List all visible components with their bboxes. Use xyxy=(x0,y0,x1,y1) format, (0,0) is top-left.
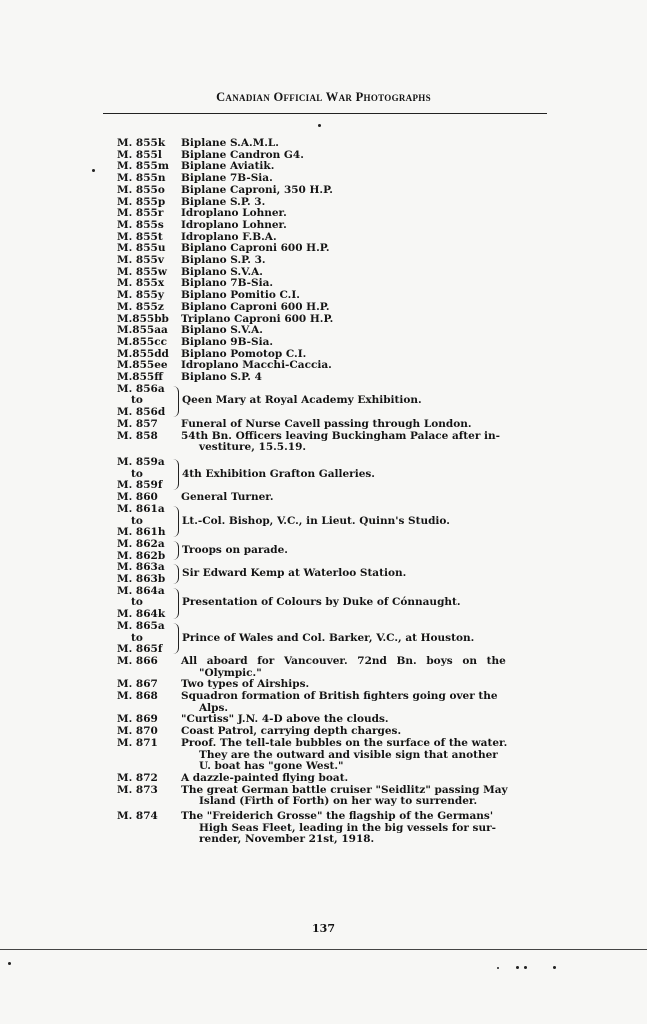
photo-code: M. 855n xyxy=(117,172,166,185)
list-item xyxy=(117,185,562,197)
photo-caption: Lt.-Col. Bishop, V.C., in Lieut. Quinn's Studio. xyxy=(182,514,450,527)
photo-caption: A dazzle-painted flying boat. xyxy=(181,771,349,784)
range-end-code: M. 865f xyxy=(117,643,163,656)
photo-code: M.855dd xyxy=(117,347,169,360)
photo-code: M. 855r xyxy=(117,207,164,220)
list-item xyxy=(117,656,562,668)
bracketed-entry xyxy=(117,539,562,562)
photo-code: M.855cc xyxy=(117,335,167,348)
ink-speck xyxy=(516,966,519,969)
brace xyxy=(173,588,179,619)
code-range xyxy=(117,457,173,492)
photo-caption: Funeral of Nurse Cavell passing through London. xyxy=(181,417,472,430)
photo-code: M.855ee xyxy=(117,359,168,372)
photo-caption: "Curtiss" J.N. 4-D above the clouds. xyxy=(181,713,389,726)
photo-code: M. 866 xyxy=(117,654,158,667)
list-item xyxy=(117,255,562,267)
photo-code: M. 860 xyxy=(117,491,158,504)
list-item xyxy=(117,431,562,443)
ink-speck xyxy=(497,967,499,969)
photo-caption: Idroplano Lohner. xyxy=(181,218,287,231)
photo-code: M. 873 xyxy=(117,783,158,796)
photo-caption: General Turner. xyxy=(181,491,274,504)
brace xyxy=(173,459,179,490)
ink-speck xyxy=(8,962,11,965)
photo-caption: Idroplano F.B.A. xyxy=(181,230,277,243)
photo-code: M. 855s xyxy=(117,218,164,231)
photo-code: M. 874 xyxy=(117,810,158,823)
range-end-code: M. 862b xyxy=(117,549,166,562)
header-rule xyxy=(103,113,547,114)
photo-caption: Biplano Pomitio C.I. xyxy=(181,289,300,302)
list-item xyxy=(117,220,562,232)
photo-caption: Biplano 9B-Sia. xyxy=(181,335,274,348)
photo-caption: Troops on parade. xyxy=(182,543,288,556)
photo-caption: Biplane S.A.M.L. xyxy=(181,137,279,149)
photo-caption: Biplane Candron G4. xyxy=(181,148,304,161)
photo-caption: The great German battle cruiser "Seidlitz" passing May xyxy=(181,783,508,796)
photo-code: M. 855w xyxy=(117,265,167,278)
photo-code: M. 867 xyxy=(117,678,158,691)
range-start-code: M. 865a xyxy=(117,619,165,632)
photo-code: M. 872 xyxy=(117,771,158,784)
photo-caption: Biplano S.P. 4 xyxy=(181,371,262,384)
photo-caption: Biplano Caproni 600 H.P. xyxy=(181,242,330,255)
range-start-code: M. 856a xyxy=(117,382,165,395)
photo-code: M. 855x xyxy=(117,277,165,290)
photo-caption: Biplano Pomotop C.I. xyxy=(181,347,307,360)
catalogue-list xyxy=(117,138,562,846)
photo-caption-continued: U. boat has "gone West." xyxy=(199,760,344,773)
code-range xyxy=(117,539,173,562)
photo-caption: 4th Exhibition Grafton Galleries. xyxy=(182,467,375,480)
photo-code: M.855aa xyxy=(117,324,168,337)
list-item-continuation xyxy=(117,834,562,846)
photo-code: M. 855t xyxy=(117,230,163,243)
brace xyxy=(173,506,179,537)
photo-caption-continued: High Seas Fleet, leading in the big vessels for sur- xyxy=(199,821,496,834)
ink-speck xyxy=(524,966,527,969)
photo-code: M. 855l xyxy=(117,148,162,161)
brace xyxy=(173,541,179,560)
photo-caption: Sir Edward Kemp at Waterloo Station. xyxy=(182,567,407,580)
brace xyxy=(173,623,179,654)
photo-caption: Biplano S.V.A. xyxy=(181,324,263,337)
range-end-code: M. 856d xyxy=(117,406,166,419)
page-number: 137 xyxy=(312,922,335,935)
photo-caption: 54th Bn. Officers leaving Buckingham Palace after in- xyxy=(181,429,500,442)
photo-caption-continued: "Olympic." xyxy=(199,666,262,679)
range-end-code: M. 864k xyxy=(117,608,166,621)
photo-code: M. 855m xyxy=(117,160,169,173)
photo-caption: Idroplano Macchi-Caccia. xyxy=(181,359,332,372)
footer-rule xyxy=(0,949,647,950)
brace xyxy=(173,386,179,417)
photo-caption: Biplano S.V.A. xyxy=(181,265,263,278)
list-item xyxy=(117,738,562,750)
photo-caption: Prince of Wales and Col. Barker, V.C., at Houston. xyxy=(182,631,475,644)
photo-caption-continued: render, November 21st, 1918. xyxy=(199,833,375,846)
range-end-code: M. 859f xyxy=(117,479,163,492)
photo-caption: Qeen Mary at Royal Academy Exhibition. xyxy=(182,394,422,407)
range-to-word: to xyxy=(131,514,143,527)
photo-caption: Biplano S.P. 3. xyxy=(181,254,266,267)
ink-speck xyxy=(318,124,321,127)
list-item xyxy=(117,773,562,785)
photo-caption: Presentation of Colours by Duke of Cónnaught. xyxy=(182,596,461,609)
photo-caption-continued: Alps. xyxy=(199,701,229,714)
range-to-word: to xyxy=(131,631,143,644)
page-header: Canadian Official War Photographs xyxy=(216,90,431,104)
range-to-word: to xyxy=(131,394,143,407)
list-item xyxy=(117,138,562,150)
range-end-code: M. 861h xyxy=(117,526,166,539)
list-item xyxy=(117,691,562,703)
photo-caption-continued: They are the outward and visible sign that another xyxy=(199,748,498,761)
range-start-code: M. 861a xyxy=(117,502,165,515)
photo-caption: The "Freiderich Grosse" the flagship of the Germans' xyxy=(181,810,494,823)
ink-speck xyxy=(553,966,556,969)
range-to-word: to xyxy=(131,596,143,609)
bracketed-entry xyxy=(117,586,562,621)
photo-caption: All aboard for Vancouver. 72nd Bn. boys on the xyxy=(181,654,506,667)
photo-code: M. 868 xyxy=(117,690,158,703)
photo-code: M. 855k xyxy=(117,137,166,149)
list-item xyxy=(117,492,562,504)
photo-code: M.855bb xyxy=(117,312,169,325)
range-start-code: M. 859a xyxy=(117,455,165,468)
brace xyxy=(173,564,179,583)
photo-code: M. 858 xyxy=(117,429,158,442)
list-item xyxy=(117,337,562,349)
photo-code: M. 857 xyxy=(117,417,158,430)
list-item xyxy=(117,419,562,431)
range-start-code: M. 862a xyxy=(117,537,165,550)
photo-caption: Idroplano Lohner. xyxy=(181,207,287,220)
photo-code: M. 869 xyxy=(117,713,158,726)
code-range xyxy=(117,504,173,539)
list-item xyxy=(117,302,562,314)
photo-code: M. 855p xyxy=(117,195,166,208)
code-range xyxy=(117,621,173,656)
photo-caption: Biplane 7B-Sia. xyxy=(181,172,273,185)
photo-code: M. 870 xyxy=(117,725,158,738)
bracketed-entry xyxy=(117,621,562,656)
ink-speck xyxy=(92,169,95,172)
code-range xyxy=(117,562,173,585)
list-item-continuation xyxy=(117,796,562,808)
photo-caption: Triplano Caproni 600 H.P. xyxy=(181,312,334,325)
photo-caption: Biplane Caproni, 350 H.P. xyxy=(181,183,333,196)
photo-caption-continued: vestiture, 15.5.19. xyxy=(199,441,307,454)
list-item-continuation xyxy=(117,442,562,454)
photo-code: M. 855v xyxy=(117,254,164,267)
bracketed-entry xyxy=(117,457,562,492)
photo-caption: Biplano 7B-Sia. xyxy=(181,277,274,290)
photo-caption: Biplano Caproni 600 H.P. xyxy=(181,300,330,313)
code-range xyxy=(117,586,173,621)
photo-caption: Squadron formation of British fighters going over the xyxy=(181,690,498,703)
range-to-word: to xyxy=(131,467,143,480)
bracketed-entry xyxy=(117,384,562,419)
range-start-code: M. 863a xyxy=(117,561,165,574)
photo-caption-continued: Island (Firth of Forth) on her way to surrender. xyxy=(199,795,478,808)
range-end-code: M. 863b xyxy=(117,573,166,586)
code-range xyxy=(117,384,173,419)
photo-caption: Coast Patrol, carrying depth charges. xyxy=(181,725,402,738)
range-start-code: M. 864a xyxy=(117,584,165,597)
photo-code: M. 855u xyxy=(117,242,166,255)
photo-code: M. 855z xyxy=(117,300,164,313)
photo-caption: Biplane S.P. 3. xyxy=(181,195,266,208)
list-item xyxy=(117,372,562,384)
photo-code: M.855ff xyxy=(117,371,163,384)
photo-code: M. 871 xyxy=(117,736,158,749)
photo-code: M. 855o xyxy=(117,183,165,196)
photo-caption: Biplane Aviatik. xyxy=(181,160,275,173)
bracketed-entry xyxy=(117,562,562,585)
photo-caption: Proof. The tell-tale bubbles on the surface of the water. xyxy=(181,736,508,749)
bracketed-entry xyxy=(117,504,562,539)
photo-caption: Two types of Airships. xyxy=(181,678,310,691)
photo-code: M. 855y xyxy=(117,289,164,302)
